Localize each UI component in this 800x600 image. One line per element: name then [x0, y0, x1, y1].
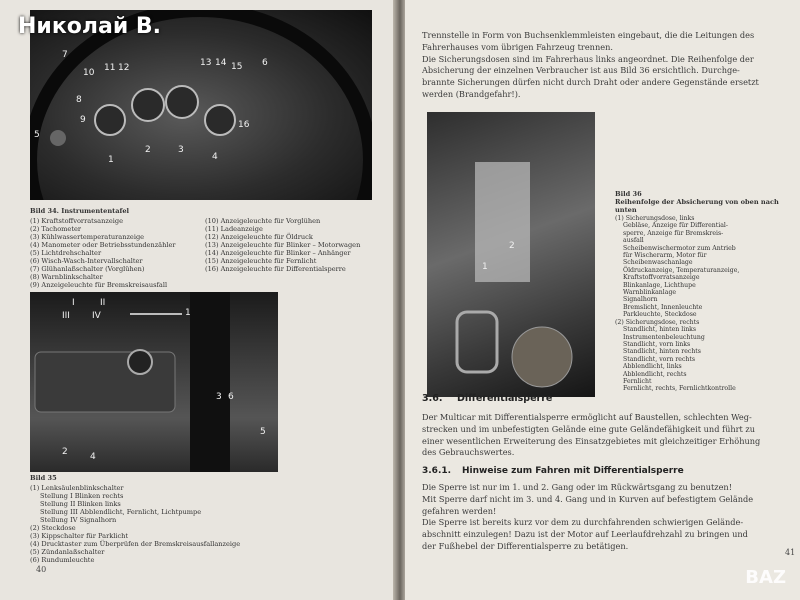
callout: 12	[118, 63, 130, 73]
legend-item: (6) Wisch-Wasch-Intervallschalter	[30, 257, 143, 265]
legend-item: Stellung III Abblendlicht, Fernlicht, Lichtpumpe	[40, 508, 202, 516]
legend-item: sperre, Anzeige für Bremskreis-	[623, 229, 724, 237]
legend-item: Warnblinkanlage	[623, 289, 677, 297]
legend-item: (16) Anzeigeleuchte für Differentialsperre	[205, 265, 346, 273]
section-number-3-6-1: 3.6.1.	[422, 466, 452, 476]
callout: I	[72, 298, 75, 308]
callout: 9	[80, 115, 86, 125]
callout: 1	[482, 262, 488, 272]
caption-title: Bild 36	[615, 190, 642, 198]
legend-item: Standlicht, vorn rechts	[623, 355, 696, 363]
callout: 1	[108, 155, 114, 165]
legend-item: (2) Sicherungsdose, rechts	[615, 318, 700, 326]
text-line: der Fußhebel der Differentialsperre zu betätigen.	[422, 540, 629, 551]
callout: 10	[83, 68, 95, 78]
legend-item: (15) Anzeigeleuchte für Fernlicht	[205, 257, 317, 265]
text-line: einer wesentlichen Erweiterung des Einsatzgebietes mit gleichzeitiger Erhöhung	[422, 435, 761, 446]
caption-bild-36	[615, 190, 800, 198]
legend-item: (2) Steckdose	[30, 524, 76, 532]
callout: 2	[62, 447, 68, 457]
legend-bild-34-col-b	[205, 217, 360, 273]
legend-item: Fernlicht	[623, 377, 652, 385]
callout: 14	[215, 58, 227, 68]
callout: 8	[76, 95, 82, 105]
text-line: Mit Sperre darf nicht im 3. und 4. Gang und in Kurven auf befestigtem Gelände	[422, 493, 754, 504]
callout: 6	[228, 392, 234, 402]
legend-item: Signalhorn	[623, 296, 658, 304]
text-line: Absicherung der einzelnen Verbraucher ist aus Bild 36 ersichtlich. Durchge-	[422, 65, 740, 76]
legend-item: Scheibenwischermotor zum Antrieb	[623, 244, 736, 252]
text-line: Die Sperre ist nur im 1. und 2. Gang oder im Rückwärtsgang zu benutzen!	[422, 482, 732, 492]
caption-bild-35	[30, 474, 57, 482]
legend-bild-35	[30, 484, 240, 564]
caption-title: Bild 34. Instrumententafel	[30, 207, 130, 215]
legend-item: (3) Kühlwassertemperaturanzeige	[30, 233, 145, 241]
legend-item: (7) Glühanlaßschalter (Vorglühen)	[30, 265, 145, 273]
callout: 2	[509, 241, 515, 251]
section-3-6-paragraph	[422, 412, 760, 459]
legend-item: Standlicht, hinten rechts	[623, 348, 701, 356]
legend-item: Blinkanlage, Lichthupe	[623, 281, 696, 289]
legend-item: (14) Anzeigeleuchte für Blinker – Anhänger	[205, 249, 351, 257]
callout: 2	[145, 145, 151, 155]
legend-bild-36	[615, 215, 739, 393]
watermark: Николай В.	[18, 14, 162, 39]
text-line: des Gebrauchswertes.	[422, 447, 515, 458]
legend-item: Öldruckanzeige, Temperaturanzeige,	[623, 266, 740, 274]
callout: 6	[262, 58, 268, 68]
callout: 5	[260, 427, 266, 437]
legend-item: (6) Rundumleuchte	[30, 556, 95, 564]
callout: 5	[34, 130, 40, 140]
legend-item: Fernlicht, rechts, Fernlichtkontrolle	[623, 385, 736, 393]
legend-bild-34-col-a	[30, 217, 176, 289]
fuse-box-photo	[427, 112, 595, 397]
text-line: brannte Sicherungen dürfen nicht durch Draht oder andere Gegenstände ersetzt	[422, 77, 759, 88]
caption-bild-34	[30, 207, 129, 215]
section-title-3-6: Differentialsperre	[457, 393, 553, 404]
text-line: strecken und im unbefestigten Gelände eine gute Geländefähigkeit und führt zu	[422, 423, 756, 434]
callout: II	[100, 298, 106, 308]
callout: IV	[92, 311, 101, 321]
legend-item: Stellung II Blinken links	[40, 500, 121, 508]
caption-bild-36-subtitle: Reihenfolge der Absicherung von oben nach unten	[615, 198, 779, 214]
legend-item: (1) Lenksäulenblinkschalter	[30, 484, 124, 492]
callout: 3	[178, 145, 184, 155]
section-title-3-6-1: Hinweise zum Fahren mit Differentialsperre	[462, 466, 684, 476]
text-line: Der Multicar mit Differentialsperre ermöglicht auf Baustellen, schlechten Weg-	[422, 412, 752, 422]
right-page	[405, 0, 800, 600]
section-3-6-1-paragraph	[422, 482, 753, 553]
text-line: gefahren werden!	[422, 505, 497, 516]
callout: 15	[231, 62, 243, 72]
legend-item: Kraftstoffvorratsanzeige	[623, 274, 700, 282]
text-line: werden (Brandgefahr!).	[422, 88, 521, 99]
legend-item: für Wischerarm, Motor für	[623, 252, 707, 260]
page-number-left: 40	[36, 565, 47, 574]
legend-item: (2) Tachometer	[30, 225, 82, 233]
page-number-right: 41	[785, 548, 796, 557]
callout: 16	[238, 120, 250, 130]
callout: III	[62, 311, 70, 321]
text-line: Fahrerhauses vom übrigen Fahrzeug trennen.	[422, 41, 613, 52]
section-number-3-6: 3.6.	[422, 393, 443, 404]
left-page	[0, 0, 395, 600]
legend-item: Standlicht, hinten links	[623, 326, 697, 334]
legend-item: Standlicht, vorn links	[623, 340, 691, 348]
legend-item: (13) Anzeigeleuchte für Blinker – Motorwagen	[205, 241, 361, 249]
legend-item: Abblendlicht, rechts	[623, 370, 687, 378]
intro-paragraph	[422, 30, 759, 101]
callout: 3	[216, 392, 222, 402]
callout: 4	[90, 452, 96, 462]
legend-item: (3) Kippschalter für Parklicht	[30, 532, 129, 540]
legend-item: (4) Manometer oder Betriebsstundenzähler	[30, 241, 176, 249]
legend-item: Instrumentenbeleuchtung	[623, 333, 705, 341]
legend-item: Bremslicht, Innenleuchte	[623, 303, 703, 311]
text-line: abschnitt einzulegen! Dazu ist der Motor auf Leerlaufdrehzahl zu bringen und	[422, 529, 748, 540]
fuse-box-drawing	[427, 112, 595, 397]
legend-item: Gebläse, Anzeige für Differential-	[623, 222, 728, 230]
legend-item: (1) Kraftstoffvorratsanzeige	[30, 217, 123, 225]
text-line: Die Sicherungsdosen sind im Fahrerhaus links angeordnet. Die Reihenfolge der	[422, 53, 754, 64]
text-line: Die Sperre ist bereits kurz vor dem zu durchfahrenden schwierigen Gelände-	[422, 517, 744, 528]
legend-item: (8) Warnblinkschalter	[30, 273, 103, 281]
legend-item: ausfall	[623, 237, 644, 245]
callout: 11	[104, 63, 116, 73]
callout: 13	[200, 58, 212, 68]
legend-item: Scheibenwaschanlage	[623, 259, 693, 267]
legend-item: (1) Sicherungsdose, links	[615, 215, 695, 222]
callout: 1	[185, 308, 191, 318]
legend-item: Parkleuchte, Steckdose	[623, 311, 697, 319]
legend-item: (12) Anzeigeleuchte für Öldruck	[205, 233, 313, 241]
legend-item: (4) Drucktaster zum Überprüfen der Bremskreisausfallanzeige	[30, 540, 241, 548]
legend-item: Stellung I Blinken rechts	[40, 492, 124, 500]
legend-item: (5) Lichtdrehschalter	[30, 249, 102, 257]
callout: 7	[62, 50, 68, 60]
text-line: Trennstelle in Form von Buchsenklemmleisten eingebaut, die die Leitungen des	[422, 30, 755, 40]
legend-item: Stellung IV Signalhorn	[40, 516, 117, 524]
site-logo: BAZ	[745, 567, 786, 588]
legend-item: (5) Zündanlaßschalter	[30, 548, 105, 556]
legend-item: (10) Anzeigeleuchte für Vorglühen	[205, 217, 321, 225]
callout: 4	[212, 152, 218, 162]
legend-item: (9) Anzeigeleuchte für Bremskreisausfall	[30, 281, 168, 289]
legend-item: (11) Ladeanzeige	[205, 225, 263, 233]
caption-title: Bild 35	[30, 474, 57, 482]
legend-item: Abblendlicht, links	[623, 363, 682, 371]
